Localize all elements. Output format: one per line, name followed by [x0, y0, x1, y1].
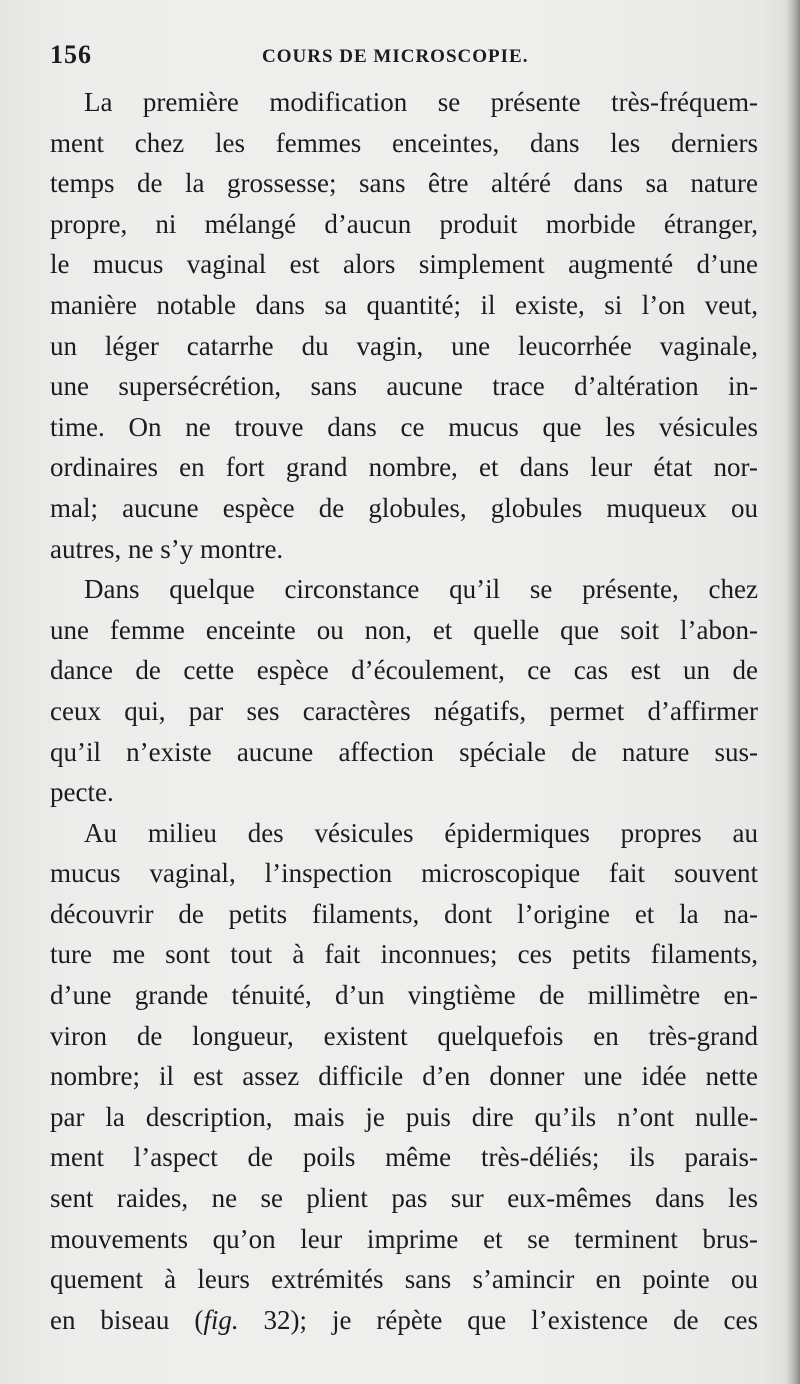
text-line: ment l’aspect de poils même très-déliés; ils parais- — [50, 1142, 758, 1173]
text-line: mouvements qu’on leur imprime et se terminent brus- — [50, 1223, 758, 1254]
text-line: La première modification se présente très-fréquem- — [84, 87, 758, 117]
text-line: pecte. — [50, 777, 114, 808]
page-edge-shadow — [786, 0, 800, 1384]
text-line: par la description, mais je puis dire qu’ils n’ont nulle- — [50, 1101, 758, 1132]
text-line: mal; aucune espèce de globules, globules muqueux ou — [50, 492, 758, 523]
final-line-before: en biseau ( — [50, 1304, 204, 1335]
text-line: dance de cette espèce d’écoulement, ce cas est un de — [50, 655, 758, 686]
text-line: une femme enceinte ou non, et quelle que soit l’abon- — [50, 614, 758, 645]
text-line: ment chez les femmes enceintes, dans les derniers — [50, 127, 758, 158]
text-line: nombre; il est assez difficile d’en donner une idée nette — [50, 1061, 758, 1092]
text-line: ordinaires en fort grand nombre, et dans leur état nor- — [50, 452, 758, 483]
text-line: autres, ne s’y montre. — [50, 533, 284, 564]
text-line: qu’il n’existe aucune affection spéciale de nature sus- — [50, 736, 758, 767]
text-line: Au milieu des vésicules épidermiques propres au — [84, 817, 758, 848]
text-line: ceux qui, par ses caractères négatifs, permet d’affirmer — [50, 695, 758, 726]
text-line: un léger catarrhe du vagin, une leucorrhée vaginale, — [50, 330, 758, 361]
text-line: découvrir de petits filaments, dont l’origine et la na- — [50, 898, 758, 929]
running-head: COURS DE MICROSCOPIE. — [262, 46, 529, 67]
figure-reference: fig. — [203, 1304, 239, 1335]
text-line-final — [50, 1300, 758, 1341]
text-line: quement à leurs extrémités sans s’amincir en pointe ou — [50, 1264, 758, 1295]
page-header — [50, 40, 758, 76]
body-text — [50, 82, 758, 1340]
text-line: manière notable dans sa quantité; il existe, si l’on veut, — [50, 289, 758, 320]
text-line: une supersécrétion, sans aucune trace d’altération in- — [50, 371, 758, 402]
text-line: d’une grande ténuité, d’un vingtième de millimètre en- — [50, 980, 758, 1011]
text-line: propre, ni mélangé d’aucun produit morbide étranger, — [50, 208, 758, 239]
text-line: sent raides, ne se plient pas sur eux-mêmes dans les — [50, 1183, 758, 1214]
page-number: 156 — [50, 40, 92, 69]
text-line: viron de longueur, existent quelquefois en très-grand — [50, 1020, 758, 1051]
text-line: le mucus vaginal est alors simplement augmenté d’une — [50, 249, 758, 280]
text-line: Dans quelque circonstance qu’il se présente, chez — [84, 574, 758, 605]
text-line: temps de la grossesse; sans être altéré dans sa nature — [50, 168, 758, 199]
final-line-after: 32); je répète que l’existence de ces — [238, 1304, 758, 1335]
text-line: time. On ne trouve dans ce mucus que les vésicules — [50, 411, 758, 442]
text-line: ture me sont tout à fait inconnues; ces petits filaments, — [50, 939, 758, 970]
text-line: mucus vaginal, l’inspection microscopique fait souvent — [50, 858, 758, 889]
